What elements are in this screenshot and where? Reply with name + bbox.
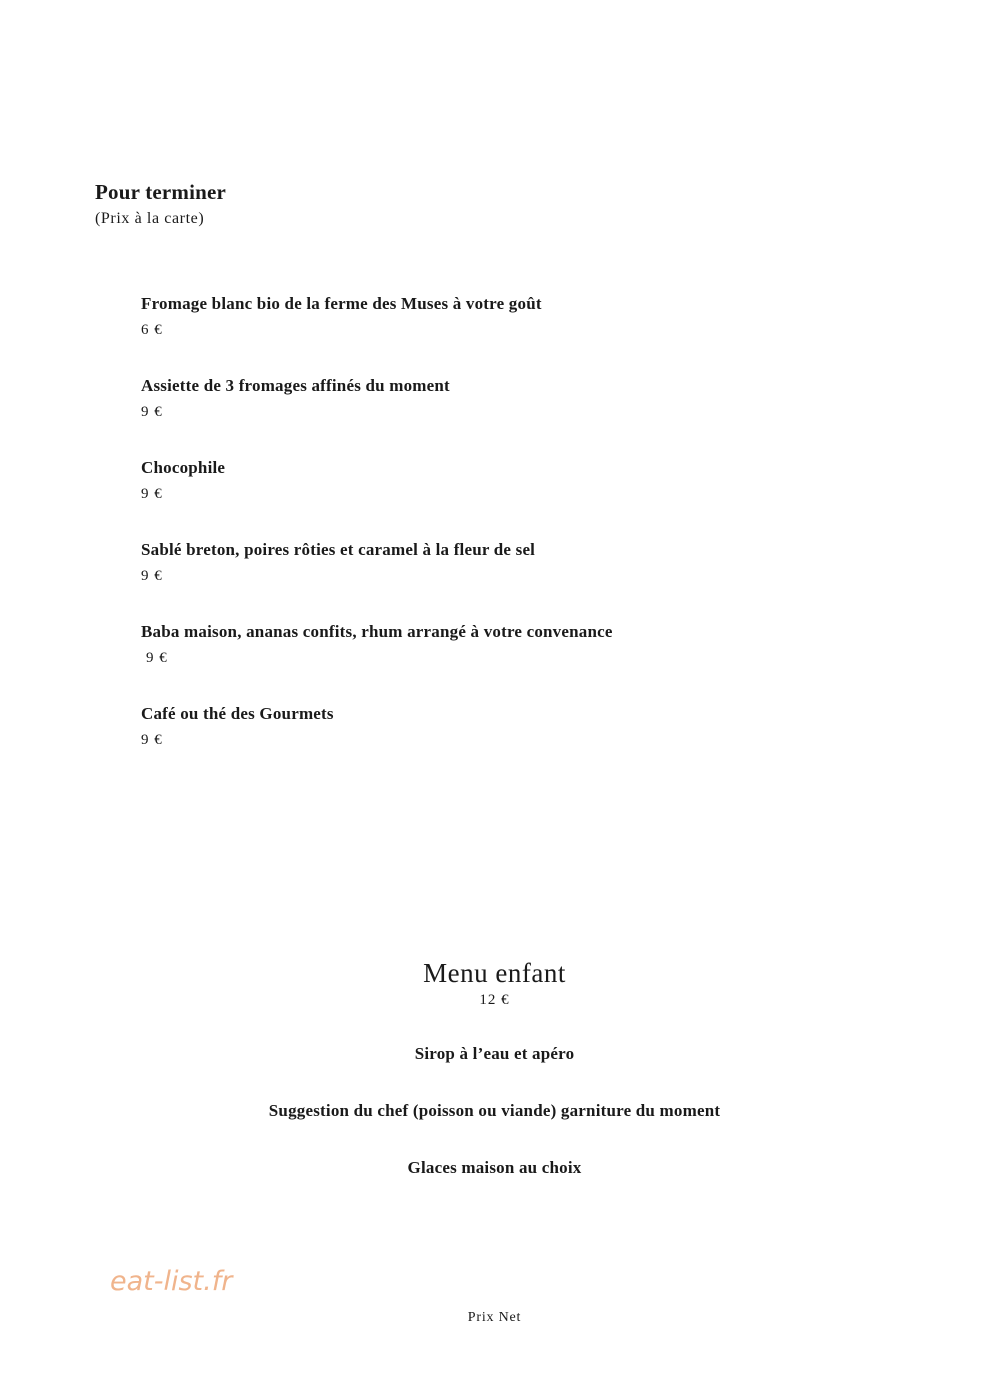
dessert-list <box>141 293 761 785</box>
menu-item <box>141 457 761 539</box>
menu-item-price: 9 € <box>141 486 163 502</box>
menu-item-price: 6 € <box>141 322 163 338</box>
section-title: Pour terminer <box>95 180 227 204</box>
kids-menu-item: Suggestion du chef (poisson ou viande) garniture du moment <box>268 1101 721 1120</box>
menu-item-name: Café ou thé des Gourmets <box>141 704 334 723</box>
kids-menu-item: Glaces maison au choix <box>407 1158 582 1177</box>
menu-item-name: Baba maison, ananas confits, rhum arrangé à votre convenance <box>141 622 613 641</box>
menu-item-price: 9 € <box>141 732 163 748</box>
footer-note: Prix Net <box>467 1310 522 1325</box>
menu-item-name: Fromage blanc bio de la ferme des Muses à votre goût <box>141 294 542 313</box>
menu-item <box>141 621 761 703</box>
kids-menu-item: Sirop à l’eau et apéro <box>414 1044 575 1063</box>
menu-item <box>141 703 761 785</box>
watermark-text: eat-list.fr <box>110 1266 233 1297</box>
menu-item-name: Chocophile <box>141 458 226 477</box>
menu-item <box>141 293 761 375</box>
menu-item <box>141 539 761 621</box>
menu-item-price: 9 € <box>141 568 163 584</box>
menu-item-name: Assiette de 3 fromages affinés du moment <box>141 376 450 395</box>
menu-item <box>141 375 761 457</box>
menu-item-price: 9 € <box>146 650 168 666</box>
menu-item-price: 9 € <box>141 404 163 420</box>
section-subtitle: (Prix à la carte) <box>95 210 205 227</box>
kids-menu <box>0 956 989 1179</box>
kids-menu-title: Menu enfant <box>423 958 566 988</box>
menu-item-name: Sablé breton, poires rôties et caramel à la fleur de sel <box>141 540 536 559</box>
kids-menu-price: 12 € <box>479 992 510 1008</box>
